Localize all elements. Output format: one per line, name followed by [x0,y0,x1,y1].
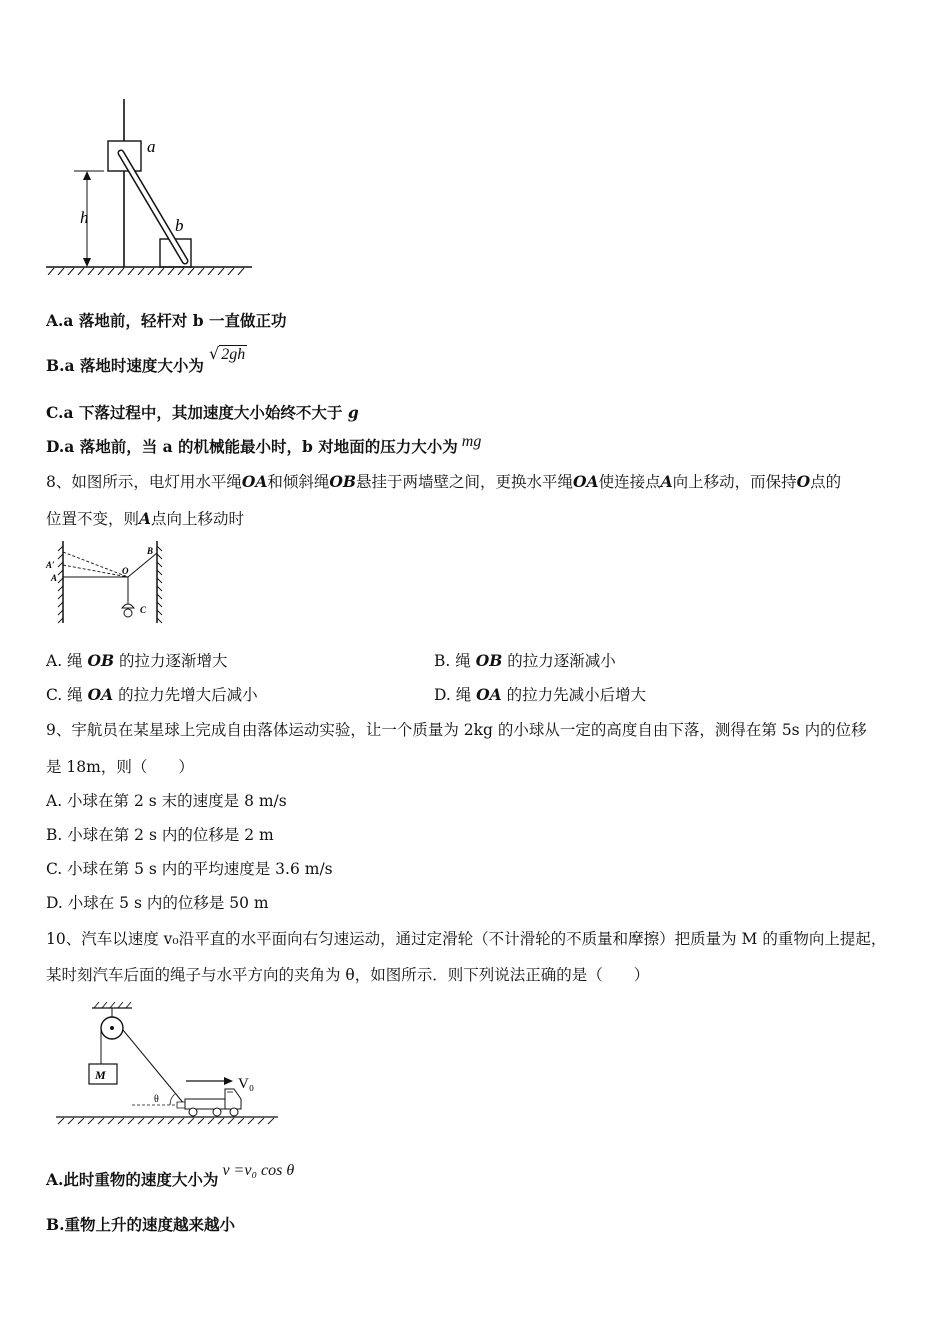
q10-option-a: A.此时重物的速度大小为 v =v₀ cos θ [46,1162,295,1189]
label-o-point: O [122,566,129,576]
q10-stem-line1: 10、汽车以速度 v₀沿平直的水平面向右匀速运动，通过定滑轮（不计滑轮的不质量和摩擦）把质量为 M 的重物向上提起， [46,930,887,948]
q8-stem-line1: 8、如图所示，电灯用水平绳OA和倾斜绳OB悬挂于两墙壁之间，更换水平绳OA使连接点A向上移动，而保持O点的 [46,472,842,491]
figure-lamp-ropes [42,538,172,628]
label-a: a [147,137,156,156]
q8-stem-line2: 位置不变，则A点向上移动时 [46,509,245,528]
label-theta: θ [154,1094,159,1105]
sqrt-2gh: √ 2gh [209,344,246,363]
q9-stem-line1: 9、宇航员在某星球上完成自由落体运动实验，让一个质量为 2kg 的小球从一定的高度自由下落，测得在第 5s 内的位移 [46,721,867,739]
q9-stem-line2: 是 18m，则（ ） [46,758,194,776]
q7-option-d: D.a 落地前，当 a 的机械能最小时，b 对地面的压力大小为 mg [46,433,482,456]
q9-option-b: B. 小球在第 2 s 内的位移是 2 m [46,826,274,844]
q9-option-a: A. 小球在第 2 s 末的速度是 8 m/s [46,792,287,810]
q10-stem-line2: 某时刻汽车后面的绳子与水平方向的夹角为 θ，如图所示．则下列说法正确的是（ ） [46,966,650,984]
q9-option-c: C. 小球在第 5 s 内的平均速度是 3.6 m/s [46,860,333,878]
q10-option-b: B.重物上升的速度越来越小 [46,1215,235,1234]
q8-option-d: D. 绳 OA 的拉力先减小后增大 [434,685,647,704]
label-c-point: C [140,605,147,615]
label-b: b [175,216,184,235]
q9-option-d: D. 小球在 5 s 内的位移是 50 m [46,894,269,912]
label-a-prime: A′ [46,560,55,570]
q7-option-b: B.a 落地时速度大小为 √ 2gh [46,344,246,375]
label-mass-m: M [95,1068,106,1082]
figure-rod-blocks [40,95,260,275]
q8-option-a: A. 绳 OB 的拉力逐渐增大 [46,651,228,670]
label-b-point: B [147,546,154,556]
label-v0: V₀ [238,1076,255,1092]
label-h: h [80,208,89,227]
q7-option-c: C.a 下落过程中，其加速度大小始终不大于 g [46,403,359,422]
label-a-point: A [51,573,58,583]
q8-option-b: B. 绳 OB 的拉力逐渐减小 [434,651,616,670]
q7-option-a: A.a 落地前，轻杆对 b 一直做正功 [46,311,287,330]
figure-pulley-truck [52,998,282,1133]
q8-option-c: C. 绳 OA 的拉力先增大后减小 [46,685,258,704]
